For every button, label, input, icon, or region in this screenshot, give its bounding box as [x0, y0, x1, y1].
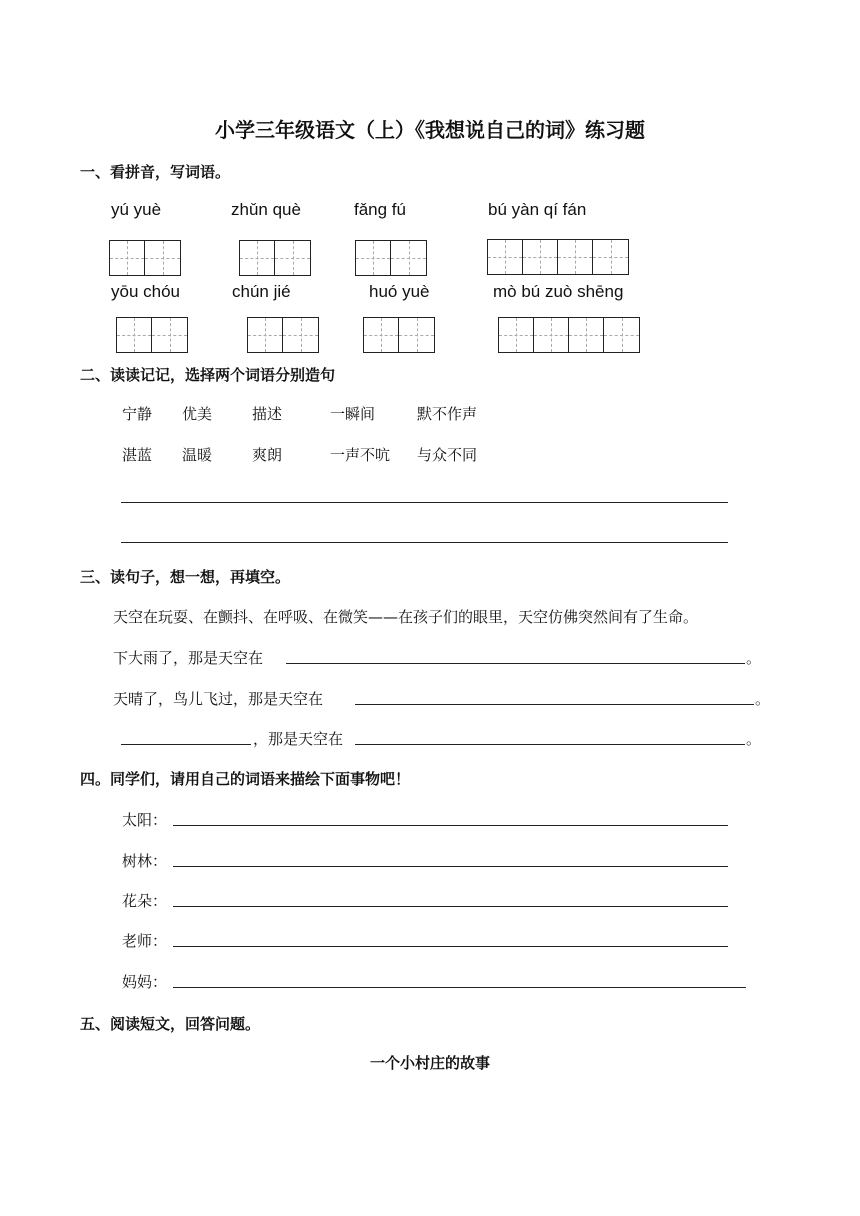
answer-line[interactable]	[173, 906, 728, 907]
fill-blank[interactable]	[286, 663, 745, 664]
item-label: 妈妈：	[122, 973, 168, 991]
writing-grid[interactable]	[355, 240, 427, 276]
fill-blank[interactable]	[355, 704, 754, 705]
item-label: 花朵：	[122, 892, 168, 910]
section1-heading: 一、看拼音，写词语。	[80, 163, 231, 181]
fill-blank[interactable]	[355, 744, 745, 745]
period: 。	[746, 649, 762, 667]
fill-prompt: 天晴了，鸟儿飞过，那是天空在	[113, 690, 324, 708]
pinyin-label: chún jié	[232, 282, 291, 301]
pinyin-label: huó yuè	[369, 282, 430, 301]
pinyin-label: zhǔn què	[231, 200, 301, 219]
fill-prompt: ，那是天空在	[253, 730, 344, 748]
fill-blank[interactable]	[121, 744, 251, 745]
page-title: 小学三年级语文（上）《我想说自己的词》练习题	[215, 118, 645, 142]
writing-grid[interactable]	[247, 317, 319, 353]
vocab-word: 一瞬间	[330, 405, 376, 423]
pinyin-label: yú yuè	[111, 200, 162, 219]
vocab-word: 宁静	[122, 405, 153, 423]
item-label: 老师：	[122, 932, 168, 950]
pinyin-label: bú yàn qí fán	[488, 200, 587, 219]
period: 。	[755, 690, 771, 708]
item-label: 树林：	[122, 852, 168, 870]
period: 。	[746, 730, 762, 748]
writing-grid[interactable]	[239, 240, 311, 276]
writing-grid[interactable]	[498, 317, 640, 353]
section3-heading: 三、读句子，想一想，再填空。	[80, 568, 291, 586]
vocab-word: 优美	[182, 405, 213, 423]
writing-grid[interactable]	[363, 317, 435, 353]
answer-line[interactable]	[121, 502, 728, 503]
answer-line[interactable]	[173, 946, 728, 947]
story-title: 一个小村庄的故事	[369, 1054, 490, 1072]
vocab-word: 爽朗	[252, 446, 283, 464]
vocab-word: 温暖	[182, 446, 213, 464]
section2-heading: 二、读读记记，选择两个词语分别造句	[80, 366, 336, 384]
item-label: 太阳：	[122, 811, 168, 829]
pinyin-label: yōu chóu	[111, 282, 180, 301]
answer-line[interactable]	[121, 542, 728, 543]
vocab-word: 描述	[252, 405, 283, 423]
pinyin-label: mò bú zuò shēng	[493, 282, 624, 301]
pinyin-label: fǎng fú	[354, 200, 406, 219]
vocab-word: 一声不吭	[330, 446, 391, 464]
writing-grid[interactable]	[487, 239, 629, 275]
example-sentence: 天空在玩耍、在颤抖、在呼吸、在微笑——在孩子们的眼里，天空仿佛突然间有了生命。	[113, 608, 699, 626]
vocab-word: 与众不同	[417, 446, 478, 464]
answer-line[interactable]	[173, 825, 728, 826]
vocab-word: 默不作声	[417, 405, 478, 423]
section5-heading: 五、阅读短文，回答问题。	[80, 1015, 261, 1033]
writing-grid[interactable]	[116, 317, 188, 353]
vocab-word: 湛蓝	[122, 446, 153, 464]
section4-heading: 四。同学们，请用自己的词语来描绘下面事物吧！	[80, 770, 411, 788]
answer-line[interactable]	[173, 987, 746, 988]
answer-line[interactable]	[173, 866, 728, 867]
fill-prompt: 下大雨了，那是天空在	[113, 649, 264, 667]
writing-grid[interactable]	[109, 240, 181, 276]
